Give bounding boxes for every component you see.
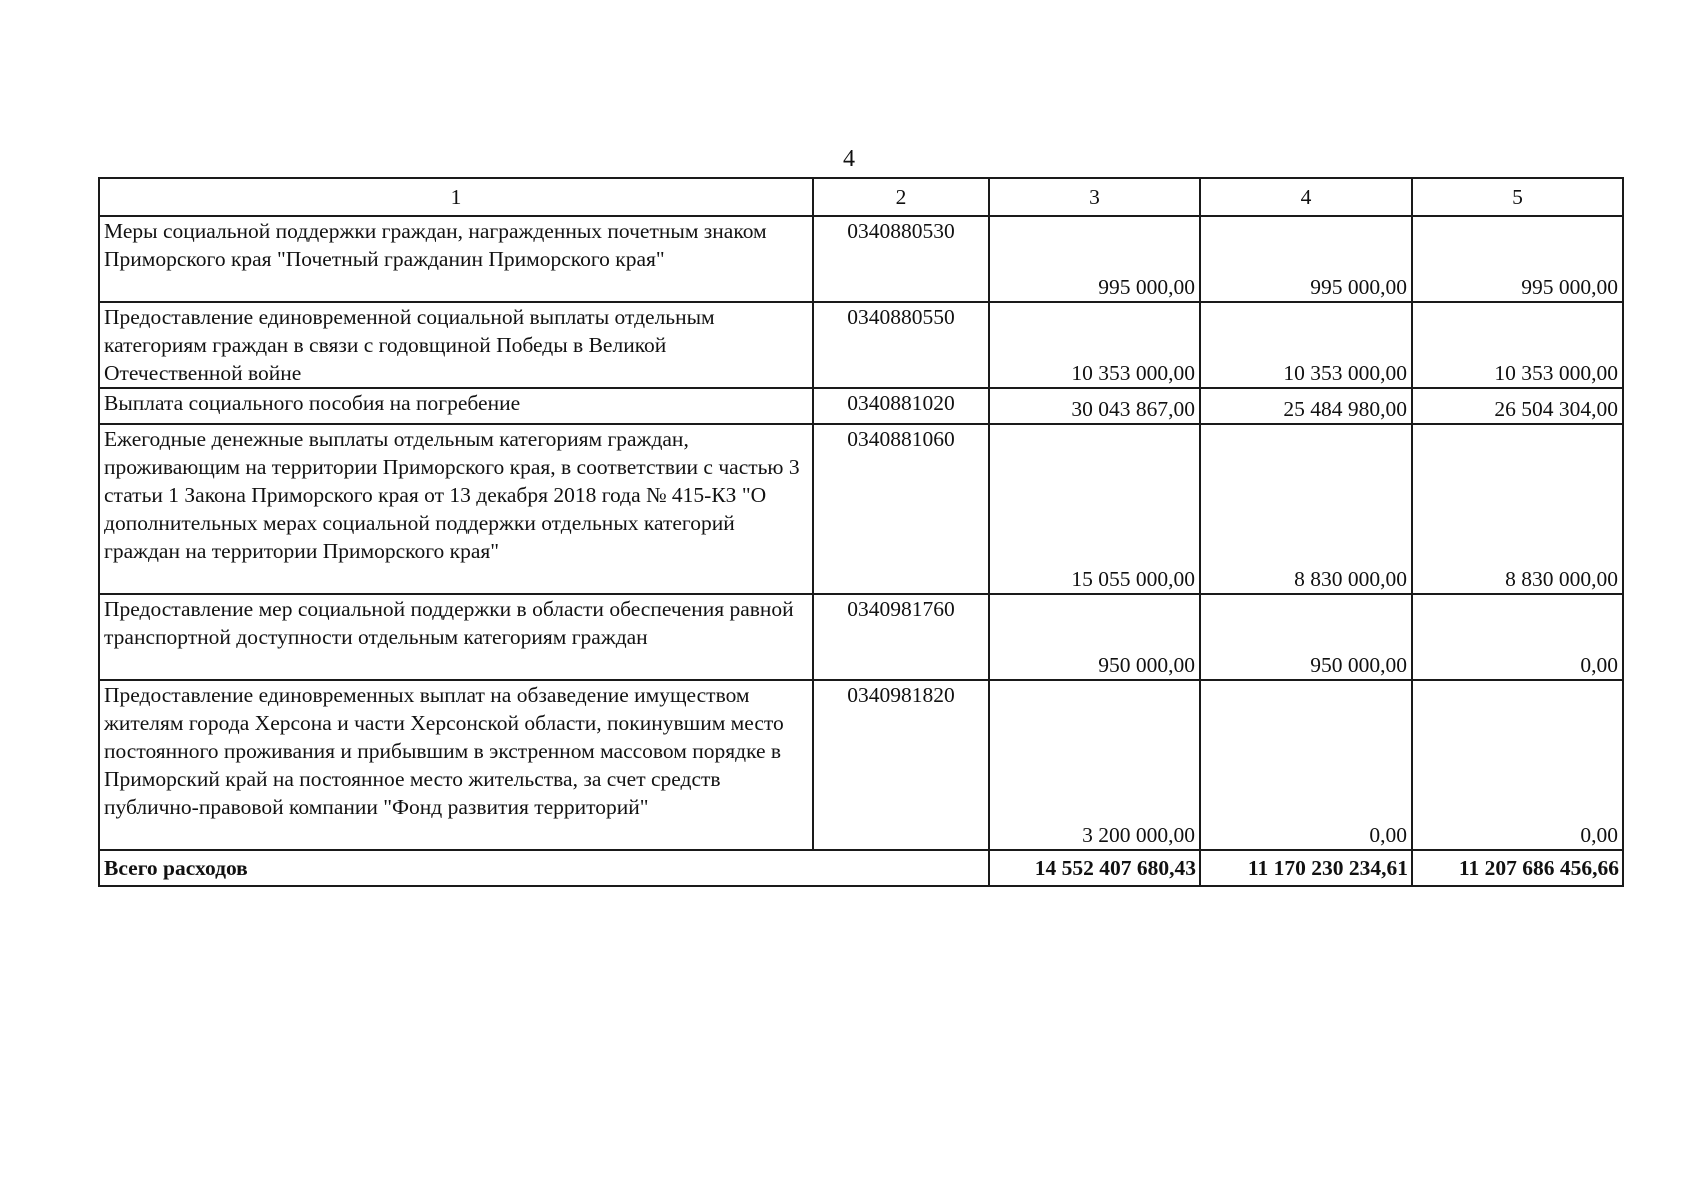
row-value-5: 0,00 (1412, 594, 1623, 680)
row-value-4: 995 000,00 (1200, 216, 1412, 302)
table-row (99, 424, 1623, 594)
table-row (99, 594, 1623, 680)
row-value-3: 15 055 000,00 (989, 424, 1200, 594)
column-header-5: 5 (1412, 178, 1623, 216)
table-row (99, 216, 1623, 302)
row-code: 0340981760 (813, 594, 989, 680)
row-value-5: 8 830 000,00 (1412, 424, 1623, 594)
total-value-5: 11 207 686 456,66 (1412, 850, 1623, 886)
row-code: 0340881020 (813, 388, 989, 424)
total-value-4: 11 170 230 234,61 (1200, 850, 1412, 886)
table-row (99, 302, 1623, 388)
row-value-3: 3 200 000,00 (989, 680, 1200, 850)
page-number: 4 (843, 146, 855, 172)
row-value-5: 0,00 (1412, 680, 1623, 850)
row-name: Предоставление единовременной социальной выплаты отдельным категориям граждан в связи с годовщиной Победы в Великой Отечественной войне (99, 302, 813, 388)
row-name: Выплата социального пособия на погребение (99, 388, 813, 424)
column-number-row (99, 178, 1623, 216)
column-header-1: 1 (99, 178, 813, 216)
expenditure-table (98, 177, 1624, 887)
row-value-4: 25 484 980,00 (1200, 388, 1412, 424)
row-value-5: 26 504 304,00 (1412, 388, 1623, 424)
total-row (99, 850, 1623, 886)
table-row (99, 388, 1623, 424)
column-header-2: 2 (813, 178, 989, 216)
row-value-5: 10 353 000,00 (1412, 302, 1623, 388)
row-code: 0340880550 (813, 302, 989, 388)
row-value-4: 8 830 000,00 (1200, 424, 1412, 594)
column-header-3: 3 (989, 178, 1200, 216)
row-name: Ежегодные денежные выплаты отдельным категориям граждан, проживающим на территории Приморского края, в соответствии с частью 3 статьи 1 Закона Приморского края от 13 декабря 2018 года № 415-КЗ "О дополнительных мерах социальной поддержки отдельных категорий граждан на территории Приморского края" (99, 424, 813, 594)
row-value-3: 950 000,00 (989, 594, 1200, 680)
row-value-4: 10 353 000,00 (1200, 302, 1412, 388)
row-code: 0340880530 (813, 216, 989, 302)
column-header-4: 4 (1200, 178, 1412, 216)
row-name: Предоставление единовременных выплат на обзаведение имуществом жителям города Херсона и части Херсонской области, покинувшим место постоянного проживания и прибывшим в экстренном массовом порядке в Приморский край на постоянное место жительства, за счет средств публично-правовой компании "Фонд развития территорий" (99, 680, 813, 850)
row-value-4: 0,00 (1200, 680, 1412, 850)
row-value-4: 950 000,00 (1200, 594, 1412, 680)
row-name: Предоставление мер социальной поддержки в области обеспечения равной транспортной доступности отдельным категориям граждан (99, 594, 813, 680)
table-row (99, 680, 1623, 850)
row-value-3: 10 353 000,00 (989, 302, 1200, 388)
total-label: Всего расходов (99, 850, 989, 886)
total-value-3: 14 552 407 680,43 (989, 850, 1200, 886)
row-code: 0340881060 (813, 424, 989, 594)
row-value-5: 995 000,00 (1412, 216, 1623, 302)
row-value-3: 995 000,00 (989, 216, 1200, 302)
row-code: 0340981820 (813, 680, 989, 850)
row-name: Меры социальной поддержки граждан, награжденных почетным знаком Приморского края "Почетный гражданин Приморского края" (99, 216, 813, 302)
row-value-3: 30 043 867,00 (989, 388, 1200, 424)
